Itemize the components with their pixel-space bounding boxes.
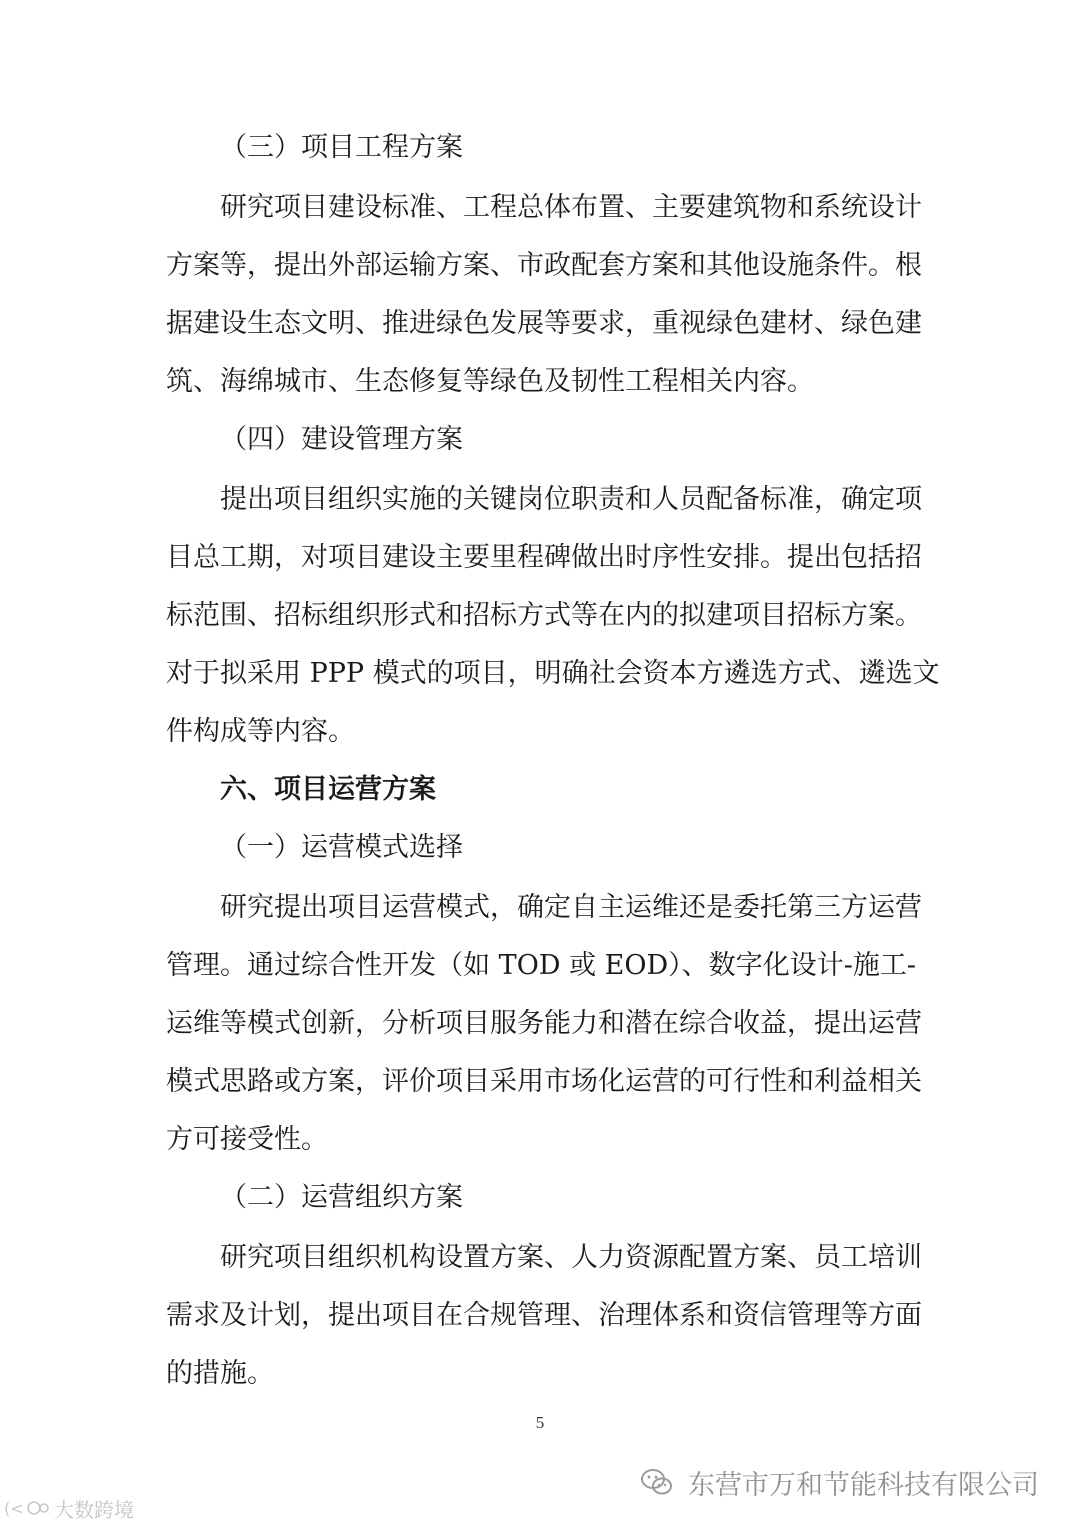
subsection-heading: （四）建设管理方案	[220, 424, 463, 455]
paragraph-line: 方可接受性。	[166, 1124, 328, 1155]
paragraph-line: 需求及计划，提出项目在合规管理、治理体系和资信管理等方面	[166, 1300, 922, 1331]
paragraph-line: 研究项目组织机构设置方案、人力资源配置方案、员工培训	[220, 1242, 922, 1273]
paragraph-line: 模式思路或方案，评价项目采用市场化运营的可行性和利益相关	[166, 1066, 922, 1097]
source-logo-icon	[4, 1496, 50, 1520]
wechat-icon	[640, 1465, 674, 1499]
paragraph-line: 提出项目组织实施的关键岗位职责和人员配备标准，确定项	[220, 484, 922, 515]
watermark-company: 东营市万和节能科技有限公司	[688, 1469, 1039, 1501]
paragraph-line: 筑、海绵城市、生态修复等绿色及韧性工程相关内容。	[166, 366, 814, 397]
paragraph-line: 方案等，提出外部运输方案、市政配套方案和其他设施条件。根	[166, 250, 922, 281]
paragraph-line: 据建设生态文明、推进绿色发展等要求，重视绿色建材、绿色建	[166, 308, 922, 339]
watermark-source: 大数跨境	[54, 1497, 134, 1522]
paragraph-line: 的措施。	[166, 1358, 274, 1389]
paragraph-line: 运维等模式创新，分析项目服务能力和潜在综合收益，提出运营	[166, 1008, 922, 1039]
section-heading: 六、项目运营方案	[220, 774, 436, 805]
subsection-heading: （一）运营模式选择	[220, 832, 463, 863]
wechat-watermark	[640, 1462, 1039, 1502]
svg-text:(<: (<	[4, 1499, 24, 1518]
paragraph-line: 管理。通过综合性开发（如 TOD 或 EOD）、数字化设计-施工-	[166, 950, 916, 981]
paragraph-line: 对于拟采用 PPP 模式的项目，明确社会资本方遴选方式、遴选文	[166, 658, 940, 689]
paragraph-line: 目总工期，对项目建设主要里程碑做出时序性安排。提出包括招	[166, 542, 922, 573]
paragraph-line: 研究提出项目运营模式，确定自主运维还是委托第三方运营	[220, 892, 922, 923]
paragraph-line: 件构成等内容。	[166, 716, 355, 747]
paragraph-line: 研究项目建设标准、工程总体布置、主要建筑物和系统设计	[220, 192, 922, 223]
page-number: 5	[535, 1413, 545, 1432]
subsection-heading: （二）运营组织方案	[220, 1182, 463, 1213]
paragraph-line: 标范围、招标组织形式和招标方式等在内的拟建项目招标方案。	[166, 600, 922, 631]
subsection-heading: （三）项目工程方案	[220, 132, 463, 163]
source-watermark	[4, 1492, 134, 1524]
